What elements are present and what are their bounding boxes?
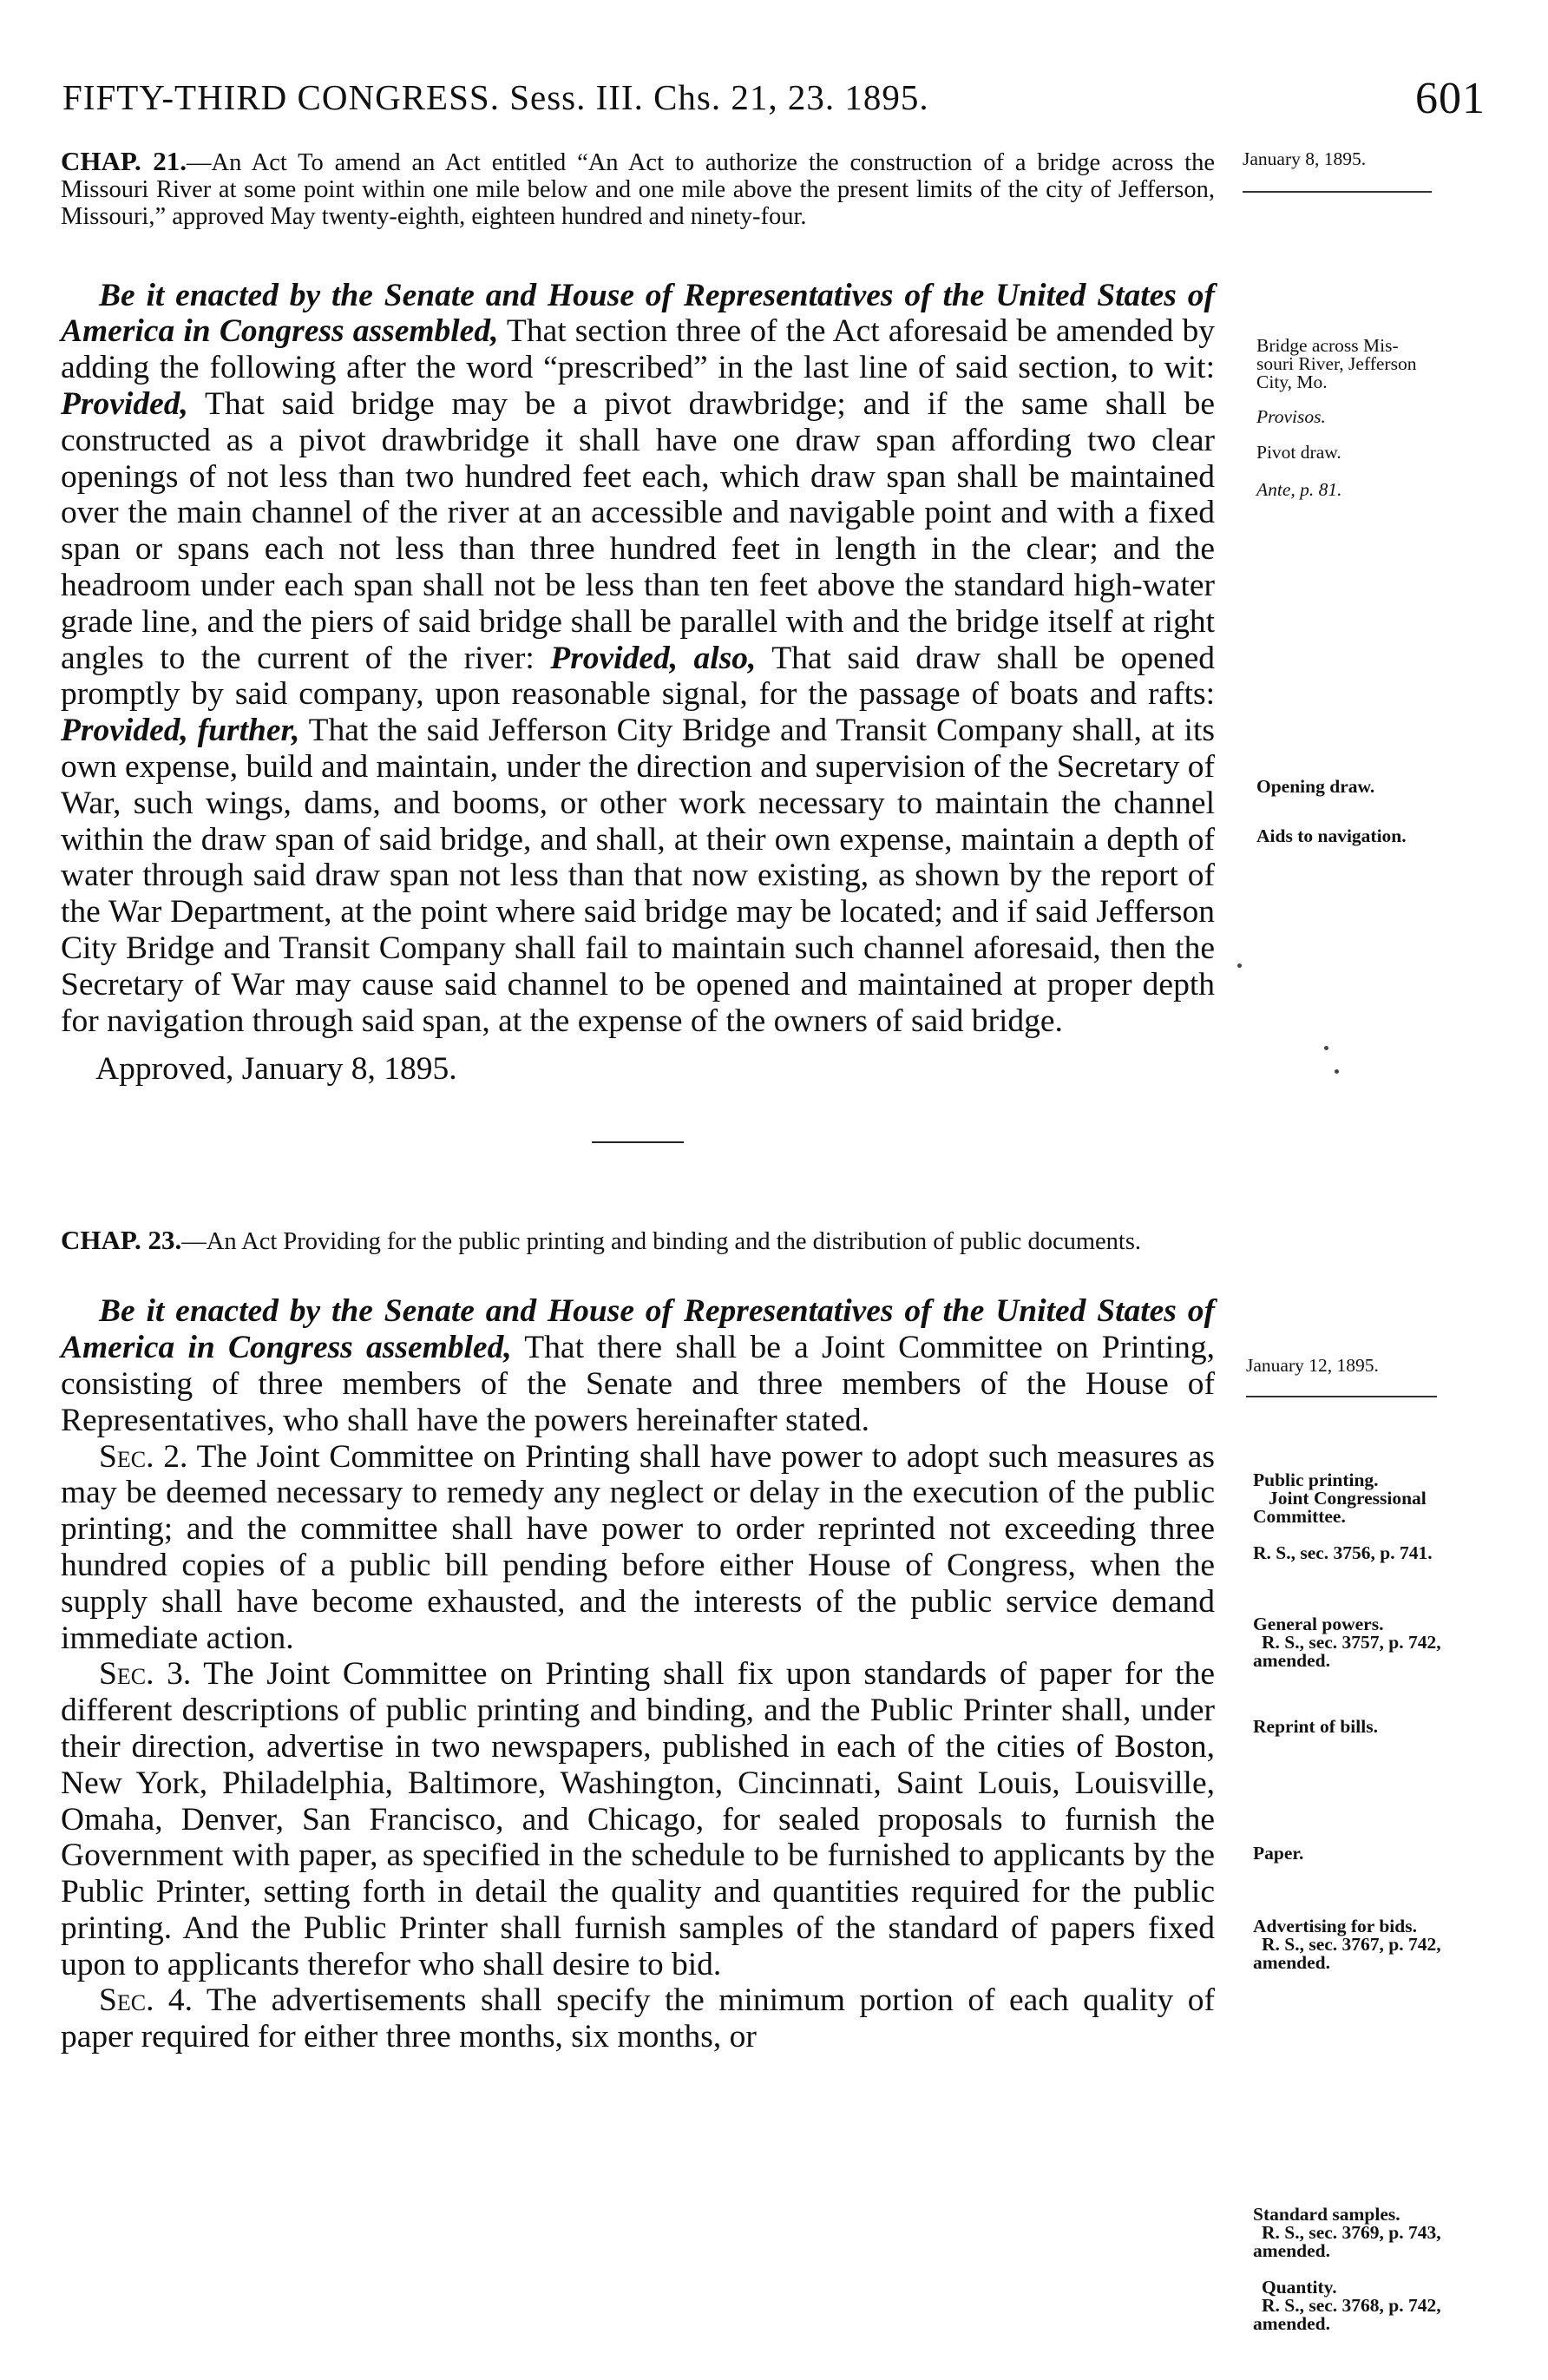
margin-note-ante-text: Ante, p. 81. [1256,479,1342,500]
margin-note-ante [1256,480,1342,499]
sec-2-text: The Joint Committee on Printing shall have power to adopt such measures as may be deemed necessary to remedy any neglect or delay in the execution of the public printing; and the committee shall have power to order reprinted not exceeding three hundred copies of a public bill pending before either House of Congress, when the supply shall have become exhausted, and the interests of the public service demand immediate action. [61,1438,1215,1656]
chapter-23-date: January 12, 1895. [1246,1355,1379,1376]
chapter-21-proviso-2: Provided, also, [550,640,757,676]
chapter-21-text-2: That said bridge may be a pivot drawbridge; and if the same shall be constructed as a pivot drawbridge it shall have one draw span affording two clear openings of not less than two hundred feet each, which draw span shall be maintained over the main channel of the river at an accessible and navigable point and with a fixed span or spans each not less than three hundred feet in length in the clear; and the headroom under each span shall not be less than ten feet above the standard high-water grade line, and the piers of said bridge shall be parallel with and the bridge itself at right angles to the current of the river: [61,386,1215,676]
chapter-23-enacting-clause: Be it enacted by the Senate and House of Representatives of the United States of America in Congress assembled, [61,1293,1215,1366]
margin-note-bridge-2: souri River, Jefferson [1256,353,1417,374]
margin-note-opening-draw: Opening draw. [1256,776,1375,797]
margin-note-joint-committee-2: Committee. [1253,1506,1346,1527]
chapter-21-proviso-1: Provided, [61,386,188,422]
sec-4-label: Sec. 4. [99,1982,194,2019]
margin-note-paper: Paper. [1253,1843,1304,1864]
sec-4-text: The advertisements shall specify the minimum portion of each quality of paper required for either three months, six months, or [61,1982,1215,2055]
margin-note-provisos-text: Provisos. [1256,406,1326,427]
margin-note-rs-3767: R. S., sec. 3767, p. 742, [1262,1934,1441,1955]
chapter-21-title: —An Act To amend an Act entitled “An Act to authorize the construction of a bridge across the Missouri River at some point within one mile below and one mile above the present limits of the city of Jefferson, Missouri,” approved May twenty-eighth, eighteen hundred and ninety-four. [61,149,1215,231]
margin-note-rs-3768: R. S., sec. 3768, p. 742, [1262,2295,1441,2316]
margin-note-amended-2: amended. [1253,1952,1330,1973]
margin-note-general-powers: General powers. [1253,1614,1384,1634]
chapter-21-approved: Approved, January 8, 1895. [95,1051,457,1088]
stray-mark [1237,963,1242,968]
margin-note-bridge-3: City, Mo. [1256,371,1328,392]
chapter-separator [592,1141,684,1143]
margin-note-pivot-draw: Pivot draw. [1256,442,1341,463]
chapter-21-label: CHAP. 21. [61,146,187,176]
chapter-23-section-4 [61,1982,1215,2055]
chapter-23-section-1 [61,1293,1215,1438]
sec-3-label: Sec. 3. [99,1656,192,1693]
margin-note-rs-3756: R. S., sec. 3756, p. 741. [1253,1542,1433,1563]
running-title: FIFTY-THIRD CONGRESS. Sess. III. Chs. 21, 23. 1895. [62,77,929,117]
margin-note-aids-navigation: Aids to navigation. [1256,825,1407,846]
running-header [62,54,1486,123]
chapter-21-text-1: That section three of the Act aforesaid be amended by adding the following after the word “prescribed” in the last line of said section, to wit: [61,313,1215,386]
margin-note-standard-samples: Standard samples. [1253,2204,1400,2225]
chapter-21-date: January 8, 1895. [1243,148,1367,169]
chapter-21-caption [61,148,1215,231]
chapter-21-date-rule [1243,191,1432,193]
chapter-23-date-rule [1246,1396,1437,1397]
chapter-21-text-4: That the said Jefferson City Bridge and Transit Company shall, at its own expense, build and maintain, under the direction and supervision of the Secretary of War, such wings, dams, and booms, or other work necessary to maintain the channel within the draw span of said bridge, and shall, at their own expense, maintain a depth of water through said draw span not less than that now existing, as shown by the report of the War Department, at the point where said bridge may be located; and if said Jefferson City Bridge and Transit Company shall fail to maintain such channel aforesaid, then the Secretary of War may cause said channel to be opened and maintained at proper depth for navigation through said span, at the expense of the owners of said bridge. [61,713,1215,1039]
chapter-23-section-2 [61,1439,1215,1657]
chapter-23-sec-1-text: That there shall be a Joint Committee on Printing, consisting of three members of the Senate and three members of the House of Representatives, who shall have the powers hereinafter stated. [61,1330,1215,1438]
margin-note-rs-3757: R. S., sec. 3757, p. 742, [1262,1632,1441,1653]
chapter-23-title: —An Act Providing for the public printing and binding and the distribution of public documents. [181,1228,1142,1256]
margin-note-reprint-bills: Reprint of bills. [1253,1716,1378,1737]
margin-note-amended-3: amended. [1253,2240,1330,2261]
margin-note-amended-1: amended. [1253,1650,1330,1671]
margin-note-public-printing: Public printing. [1253,1469,1379,1490]
stray-mark [1335,1069,1339,1074]
margin-note-bridge-1: Bridge across Mis- [1256,335,1399,356]
main-text-column [61,148,1215,2055]
sec-3-text: The Joint Committee on Printing shall fix upon standards of paper for the different descriptions of public printing and binding, and the Public Printer shall, under their direction, advertise in two newspapers, published in each of the cities of Boston, New York, Philadelphia, Baltimore, Washington, Cincinnati, Saint Louis, Louisville, Omaha, Denver, San Francisco, and Chicago, for sealed proposals to furnish the Government with paper, as specified in the schedule to be furnished to applicants by the Public Printer, setting forth in detail the quality and quantities required for the public printing. And the Public Printer shall furnish samples of the standard of papers fixed upon to applicants therefor who shall desire to bid. [61,1656,1215,1982]
chapter-21-proviso-3: Provided, further, [61,713,300,749]
chapter-23-caption [61,1226,1215,1255]
margin-note-advertising: Advertising for bids. [1253,1916,1417,1936]
margin-note-quantity: Quantity. [1262,2277,1337,2298]
sec-2-label: Sec. 2. [99,1438,188,1475]
stray-mark [1324,1046,1328,1050]
margin-note-amended-4: amended. [1253,2313,1330,2334]
margin-note-provisos [1256,407,1326,426]
chapter-23-label: CHAP. 23. [61,1225,182,1256]
chapter-21-text-3: That said draw shall be opened promptly by said company, upon reasonable signal, for the passage of boats and rafts: [61,640,1215,713]
chapter-21-body [61,278,1215,1040]
margin-note-rs-3769: R. S., sec. 3769, p. 743, [1262,2222,1441,2243]
chapter-23-section-3 [61,1656,1215,1982]
margin-note-joint-committee-1: Joint Congressional [1269,1488,1427,1509]
chapter-21-enacting-clause: Be it enacted by the Senate and House of Representatives of the United States of America in Congress assembled, [61,277,1215,350]
page-number: 601 [1415,74,1486,123]
